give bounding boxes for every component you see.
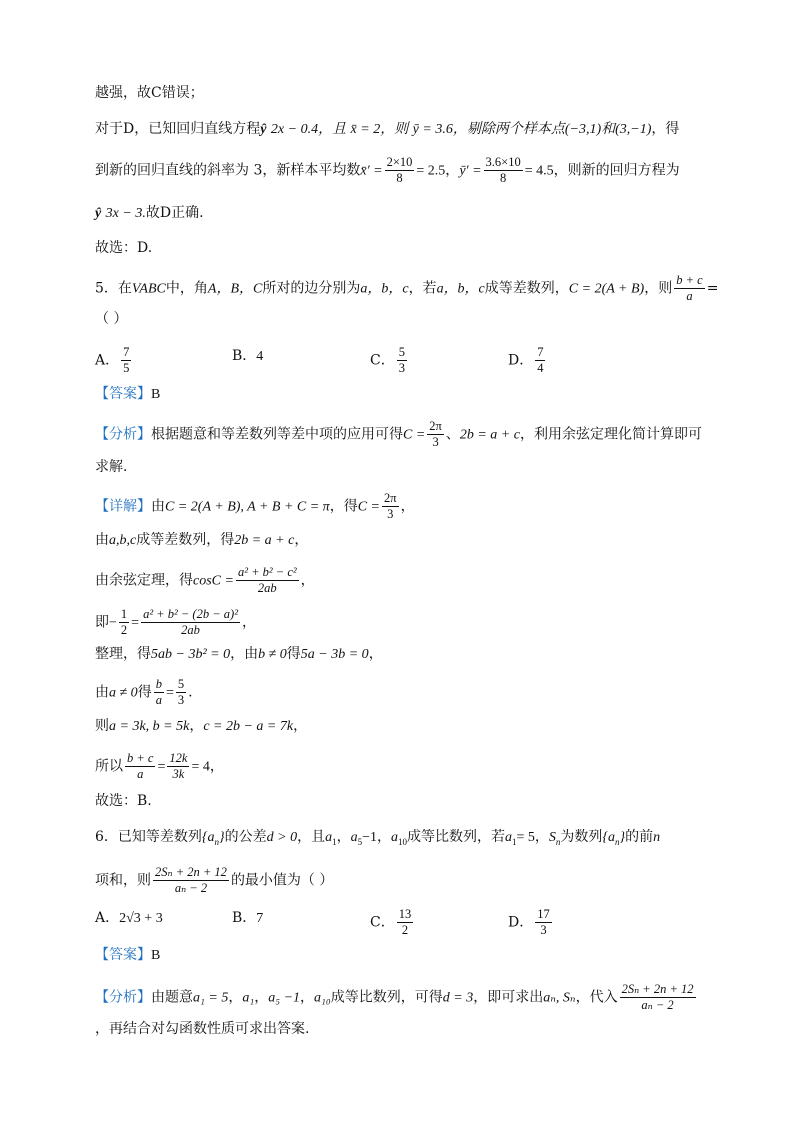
- fraction: $\frac{2\pi}{3}$: [384, 491, 397, 522]
- answer-paren: （ ）: [95, 311, 128, 327]
- question-6-stem: 6．已知等差数列$\{a_n\}$的公差d > 0，且$a_1$，$a_5-1$，$a_{10}$成等比数列，若$a_1= 5$，$S_n$为数列$\{a_n\}$的前n: [95, 829, 661, 847]
- option-a: A．2√3 + 3: [95, 910, 163, 926]
- fraction: $\frac{\text{2Sₙ + 2n + 12}}{\text{aₙ − 2}}$: [155, 865, 227, 896]
- answer-line: 【答案】B: [95, 947, 161, 963]
- fraction: $\frac{b + c}{a}$: [676, 273, 703, 304]
- option-d: D． $\frac{7}{4}$: [508, 345, 544, 376]
- fraction: $\frac{12k}{3k}$: [169, 751, 188, 782]
- text-line: 到新的回归直线的斜率为 3，新样本平均数x̄′ = $\frac{2\times 10}{8}$ = 2.5，ȳ′ = $\frac{3.6\times 10}{8}$ = 4.5，则新的回归方程为: [95, 155, 680, 186]
- detail-tag: 【详解】: [95, 498, 151, 515]
- text-line: 项和，则 $\frac{\text{2Sₙ + 2n + 12}}{\text{aₙ − 2}}$ 的最小值为（ ）: [95, 865, 334, 896]
- text-line: 故选：D.: [95, 240, 153, 256]
- text-line: 整理，得5ab − 3b² = 0，由b ≠ 0得5a − 3b = 0，: [95, 646, 383, 662]
- fraction: $\frac{b}{a}$: [155, 677, 162, 708]
- fraction: $\frac{13}{2}$: [398, 907, 412, 938]
- answer-tag: 【答案】: [95, 947, 151, 963]
- analysis-line: 【分析】由题意a₁ = 5，a₁，a₅ −1，a₁₀成等比数列，可得d = 3，即可求出aₙ, Sₙ，代入 $\frac{\text{2Sₙ + 2n + 12}}{\text{aₙ − 2}}$: [95, 982, 694, 1013]
- text-line: 由a ≠ 0得 $\frac{b}{a}$ = $\frac{5}{3}$ .: [95, 677, 193, 708]
- fraction: $\frac{5}{3}$: [398, 345, 405, 376]
- regression-hat-symbol: ŷ: [260, 122, 267, 137]
- detail-line: 【详解】由C = 2(A + B), A + B + C = π，得C = $\frac{2\pi}{3}$ ，: [95, 491, 415, 522]
- fraction: $\frac{b + c}{a}$: [127, 751, 154, 782]
- text-line: 求解.: [95, 459, 128, 475]
- option-d: D． $\frac{17}{3}$: [508, 907, 550, 938]
- fraction: $\frac{7}{4}$: [537, 345, 544, 376]
- option-c: C． $\frac{13}{2}$: [370, 907, 412, 938]
- text-line: 由余弦定理，得cosC = $\frac{\text{a² + b² − c²}}{2ab}$ ，: [95, 565, 315, 596]
- analysis-line: 【分析】根据题意和等差数列等差中项的应用可得C = $\frac{2\pi}{3}$ 、2b = a + c，利用余弦定理化简计算即可: [95, 419, 702, 450]
- fraction: $\frac{3.6\times 10}{8}$: [485, 155, 521, 186]
- fraction: $\frac{\text{a² + b² − c²}}{2ab}$: [237, 565, 297, 596]
- fraction: $\frac{5}{3}$: [177, 677, 185, 708]
- fraction: $\frac{2\pi}{3}$: [429, 419, 442, 450]
- analysis-tag: 【分析】: [95, 989, 151, 1006]
- text-line: 即− $\frac{1}{2}$ = $\frac{\text{a² + b² − (2b − a)²}}{2ab}$ ，: [95, 607, 256, 638]
- text-line: 则a = 3k, b = 5k，c = 2b − a = 7k，: [95, 718, 308, 734]
- fraction: $\frac{2\times 10}{8}$: [386, 155, 413, 186]
- answer-line: 【答案】B: [95, 386, 161, 402]
- regression-hat-symbol: ŷ: [95, 206, 102, 221]
- fraction: $\frac{\text{2Sₙ + 2n + 12}}{\text{aₙ − 2}}$: [621, 982, 694, 1013]
- answer-tag: 【答案】: [95, 386, 151, 402]
- text-line: 所以 $\frac{b + c}{a}$ = $\frac{12k}{3k}$ = 4，: [95, 751, 224, 782]
- option-b: B．4: [232, 348, 264, 364]
- fraction: $\frac{\text{a² + b² − (2b − a)²}}{2ab}$: [143, 607, 238, 638]
- analysis-tag: 【分析】: [95, 426, 151, 443]
- text-line: 故选：B.: [95, 793, 152, 809]
- fraction: $\frac{7}{5}$: [123, 345, 130, 376]
- fraction: $\frac{1}{2}$: [120, 607, 128, 638]
- fraction: $\frac{17}{3}$: [537, 907, 550, 938]
- option-a: A． $\frac{7}{5}$: [95, 345, 130, 376]
- text-line: 由a,b,c成等差数列，得2b = a + c，: [95, 532, 309, 548]
- text-line: 越强，故C错误；: [95, 85, 204, 101]
- option-b: B．7: [232, 910, 264, 926]
- text-line: 对于D，已知回归直线方程ŷ 2x − 0.4，且 x̄ = 2，则 ȳ = 3.6，剔除两个样本点(−3,1)和(3,−1)，得: [95, 121, 680, 137]
- option-c: C． $\frac{5}{3}$: [370, 345, 405, 376]
- text-line: ，再结合对勾函数性质可求出答案.: [95, 1021, 310, 1037]
- question-5-stem: 5．在VABC中，角A，B，C所对的边分别为a，b，c，若a，b，c成等差数列，C = 2(A + B)，则 $\frac{b + c}{a}$ =: [95, 273, 719, 304]
- text-line: ŷ 3x − 3.故D正确.: [95, 205, 204, 221]
